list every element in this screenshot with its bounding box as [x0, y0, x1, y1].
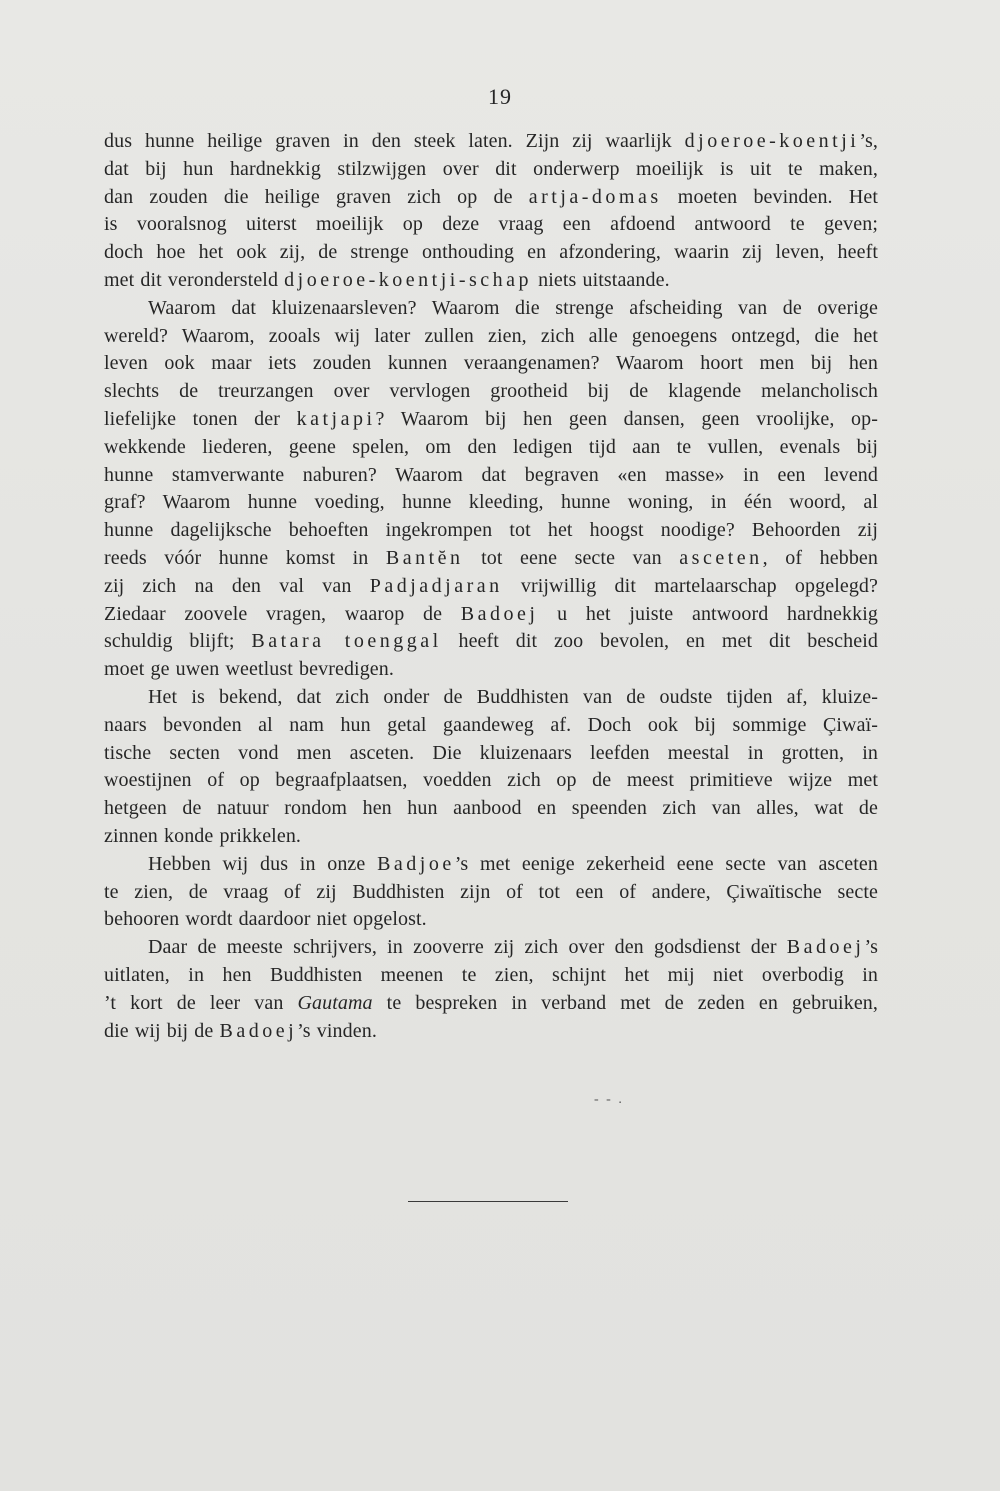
italic-name: Gautama: [297, 991, 373, 1014]
text-segment: hunne stamverwante naburen? Waarom dat begraven «en masse» in een levend: [104, 463, 878, 486]
text-segment: graf? Waarom hunne voeding, hunne kleeding, hunne woning, in één woord, al: [104, 491, 878, 514]
text-line: [104, 434, 878, 462]
text-line: [104, 601, 878, 629]
spaced-name: asceten: [679, 546, 763, 569]
text-segment: dus hunne heilige graven in den steek laten. Zijn zij waarlijk: [104, 130, 685, 152]
text-segment: naars bevonden al nam hun getal gaandeweg af. Doch ook bij sommige Çiwaï-: [104, 713, 878, 736]
text-segment: moet ge uwen weetlust bevredigen.: [104, 658, 394, 681]
text-line: [104, 628, 878, 656]
text-line: [104, 1018, 878, 1046]
body-text: [104, 128, 878, 1045]
text-line: [104, 406, 878, 434]
spaced-name: Badjoe: [377, 852, 455, 875]
text-segment: moeten bevinden. Het: [661, 185, 878, 208]
spaced-name: Badoej: [219, 1019, 298, 1042]
text-segment: ’s: [864, 936, 878, 959]
text-line: [104, 851, 878, 879]
text-line: [104, 489, 878, 517]
text-line: [104, 823, 878, 851]
text-line: [104, 795, 878, 823]
text-segment: hunne dagelijksche behoeften ingekrompen tot het hoogst noodige? Behoorden zij: [104, 519, 878, 542]
text-segment: dan zouden die heilige graven zich op de: [104, 185, 529, 208]
text-segment: heeft dit zoo bevolen, en met dit bescheid: [441, 630, 878, 653]
spaced-name: Badoej: [786, 936, 865, 959]
spaced-name: katjapi: [296, 407, 376, 430]
text-segment: woestijnen of op begraafplaatsen, voedden zich op de meest primitieve wijze met: [104, 769, 878, 792]
text-segment: Daar de meeste schrijvers, in zooverre zij zich over den godsdienst der: [148, 936, 787, 959]
text-line: [104, 740, 878, 768]
text-segment: met dit verondersteld: [104, 268, 285, 291]
text-segment: u het juiste antwoord hardnekkig: [538, 602, 878, 625]
text-segment: te zien, de vraag of zij Buddhisten zijn of tot een of andere, Çiwaïtische secte: [104, 880, 878, 903]
text-line: [104, 323, 878, 351]
text-line: [104, 934, 878, 962]
text-segment: die wij bij de: [104, 1019, 220, 1042]
text-segment: zinnen konde prikkelen.: [104, 824, 302, 847]
text-line: [104, 267, 878, 295]
text-segment: wekkende liederen, geene spelen, om den ledigen tijd aan te vullen, evenals bij: [104, 435, 878, 458]
text-segment: is vooralsnog uiterst moeilijk op deze vraag een afdoend antwoord te geven;: [104, 213, 878, 236]
text-line: [104, 684, 878, 712]
text-line: [104, 767, 878, 795]
text-line: [104, 239, 878, 267]
text-line: [104, 656, 878, 684]
text-segment: tot eene secte van: [463, 546, 680, 569]
text-line: [104, 712, 878, 740]
text-segment: doch hoe het ook zij, de strenge onthouding en afzondering, waarin zij leven, heeft: [104, 241, 878, 264]
text-segment: behooren wordt daardoor niet opgelost.: [104, 908, 427, 931]
text-segment: ’s vinden.: [297, 1019, 377, 1042]
text-segment: ’s,: [859, 130, 878, 152]
text-segment: , of hebben: [762, 546, 879, 569]
text-segment: Hebben wij dus in onze: [148, 852, 378, 875]
text-segment: uitlaten, in hen Buddhisten meenen te zien, schijnt het mij niet overbodig in: [104, 963, 878, 986]
page-number: 19: [488, 84, 512, 109]
text-line: [104, 517, 878, 545]
text-segment: hetgeen de natuur rondom hen hun aanbood en speenden zich van alles, wat de: [104, 797, 878, 820]
text-segment: ’s met eenige zekerheid eene secte van asceten: [454, 852, 878, 875]
spaced-name: Padjadjaran: [369, 574, 503, 597]
text-segment: reeds vóór hunne komst in: [104, 546, 386, 569]
text-line: [104, 573, 878, 601]
text-line: [104, 156, 878, 184]
text-line: [104, 211, 878, 239]
text-segment: ’t kort de leer van: [104, 991, 298, 1014]
text-segment: schuldig blijft;: [104, 630, 252, 653]
text-line: [104, 990, 878, 1018]
text-segment: Waarom dat kluizenaarsleven? Waarom die strenge afscheiding van de overige: [148, 296, 878, 319]
text-segment: zij zich na den val van: [104, 574, 370, 597]
text-line: [104, 350, 878, 378]
text-segment: tische secten vond men asceten. Die kluizenaars leefden meestal in grotten, in: [104, 741, 878, 764]
text-line: [104, 295, 878, 323]
spaced-name: djoeroe-koentji: [684, 130, 860, 152]
spaced-name: artja-domas: [528, 185, 662, 208]
text-segment: leven ook maar iets zouden kunnen veraangenamen? Waarom hoort men bij hen: [104, 352, 878, 375]
text-segment: Het is bekend, dat zich onder de Buddhisten van de oudste tijden af, kluize-: [148, 685, 878, 708]
text-segment: te bespreken in verband met de zeden en gebruiken,: [372, 991, 878, 1014]
ornament-dots: - - .: [594, 1092, 624, 1107]
spaced-name: Badoej: [460, 602, 539, 625]
text-line: [104, 378, 878, 406]
text-segment: liefelijke tonen der: [104, 407, 297, 430]
text-line: [104, 545, 878, 573]
text-line: [104, 906, 878, 934]
spaced-name: djoeroe-koentji-schap: [284, 268, 533, 291]
end-rule: [408, 1201, 568, 1202]
text-segment: dat bij hun hardnekkig stilzwijgen over dit onderwerp moeilijk is uit te maken,: [104, 157, 878, 180]
text-segment: niets uitstaande.: [532, 268, 670, 291]
text-line: [104, 962, 878, 990]
spaced-name: Bantĕn: [385, 546, 464, 569]
text-segment: vrijwillig dit martelaarschap opgelegd?: [502, 574, 879, 597]
text-line: [104, 184, 878, 212]
text-segment: Ziedaar zoovele vragen, waarop de: [104, 602, 461, 625]
text-segment: ? Waarom bij hen geen dansen, geen vroolijke, op-: [375, 407, 878, 430]
text-line: [104, 879, 878, 907]
text-segment: wereld? Waarom, zooals wij later zullen zien, zich alle genoegens ontzegd, die het: [104, 324, 878, 347]
spaced-name: Batara toenggal: [251, 630, 442, 653]
text-line: [104, 128, 878, 156]
text-line: [104, 462, 878, 490]
text-segment: slechts de treurzangen over vervlogen grootheid bij de klagende melancholisch: [104, 380, 878, 403]
